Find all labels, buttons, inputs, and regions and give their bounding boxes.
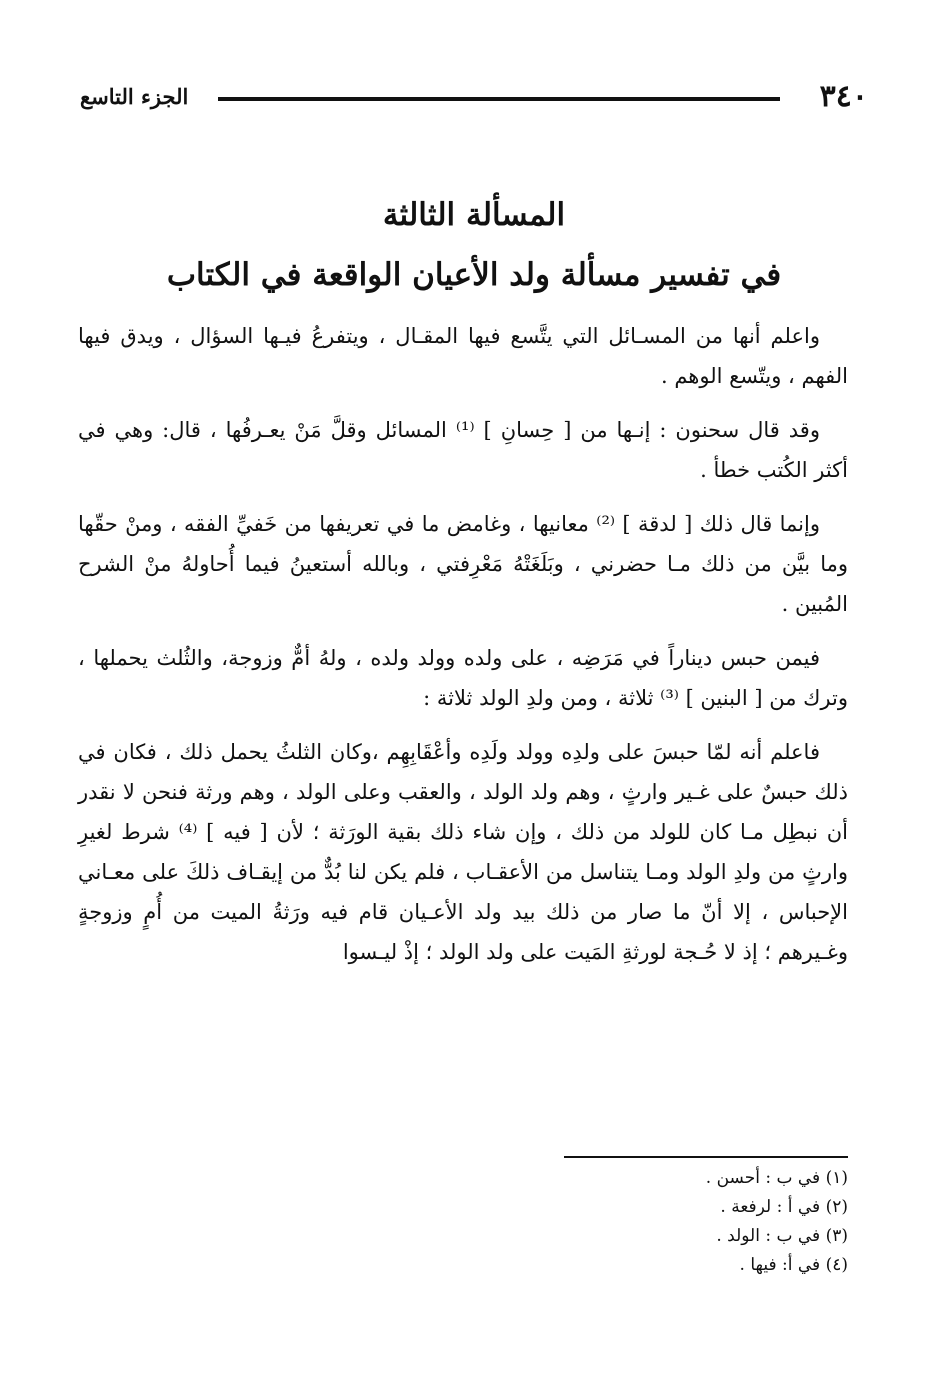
paragraph-text: وإنما قال ذلك [ لدقة ] ⁽²⁾ معانيها ، وغامض ما في تعريفها من خَفيِّ الفقه ، ومنْ حقّها وما بيَّن من ذلك مـا حضرني ، وبَلَغَتْهُ مَعْرِفتي ، وبالله أستعينُ فيما أُحاولهُ منْ الشرح المُبين . bbox=[78, 512, 848, 616]
footnote-rule bbox=[564, 1156, 848, 1158]
body-text bbox=[78, 316, 848, 986]
footnote-1: (١) في ب : أحسن . bbox=[705, 1168, 848, 1188]
section-title: المسألة الثالثة bbox=[382, 197, 566, 233]
footnote-4: (٤) في أ: فيها . bbox=[739, 1255, 848, 1275]
footnote-3: (٣) في ب : الولد . bbox=[716, 1226, 848, 1246]
running-header bbox=[80, 78, 868, 118]
page-number: ٣٤٠ bbox=[819, 79, 868, 114]
paragraph-5 bbox=[78, 732, 848, 972]
paragraph-text: فيمن حبس ديناراً في مَرَضِه ، على ولده وولد ولده ، ولهُ أمٌّ وزوجة، والثُلث يحملها ، وترك من [ البنين ] ⁽³⁾ ثلاثة ، ومن ولدِ الولد ثلاثة : bbox=[78, 646, 848, 710]
footnote-2: (٢) في أ : لرفعة . bbox=[720, 1197, 848, 1217]
paragraph-1 bbox=[78, 316, 848, 396]
header-rule bbox=[218, 97, 780, 101]
section-subtitle: في تفسير مسألة ولد الأعيان الواقعة في الكتاب bbox=[166, 257, 782, 293]
paragraph-2 bbox=[78, 410, 848, 490]
paragraph-text: واعلم أنها من المسـائل التي يتَّسع فيها المقـال ، ويتفرعُ فيـها السؤال ، ويدق فيها الفهم ، ويتّسع الوهم . bbox=[78, 324, 848, 388]
running-title: الجزء التاسع bbox=[80, 84, 189, 109]
paragraph-text: وقد قال سحنون : إنـها من [ حِسانِ ] ⁽¹⁾ المسائل وقلَّ مَنْ يعـرفُها ، قال: وهي في أكثر الكُتب خطأ . bbox=[78, 418, 848, 482]
paragraph-text: فاعلم أنه لمّا حبسَ على ولدِه وولد ولَدِه وأعْقَابِهِم ،وكان الثلثُ يحمل ذلك ، فكان في ذلك حبسٌ على غـير وارثٍ ، وهم ولد الولد ، والعقب وعلى الولد ، وهم ورثة فنحن لا نقدر أن نبطِل مـا كان للولد من ذلك ، وإن شاء ذلك بقية الورَثة ؛ لأن [ فيه ] ⁽⁴⁾ شرط لغيرِ وارثٍ من ولدِ الولد ومـا يتناسل من الأعقـاب ، فلم يكن لنا بُدٌّ من إيقـاف ذلكَ على معـاني الإحباس ، إلا أنّ ما صار من ذلك بيد ولد الأعـيان قام فيه ورَثةُ الميت من أُمٍ وزوجةٍ وغـيرهم ؛ إذ لا حُـجة لورثةِ المَيت على ولد الولد ؛ إذْ ليـسوا bbox=[78, 740, 848, 964]
paragraph-4 bbox=[78, 638, 848, 718]
footnotes bbox=[400, 1164, 848, 1280]
paragraph-3 bbox=[78, 504, 848, 624]
